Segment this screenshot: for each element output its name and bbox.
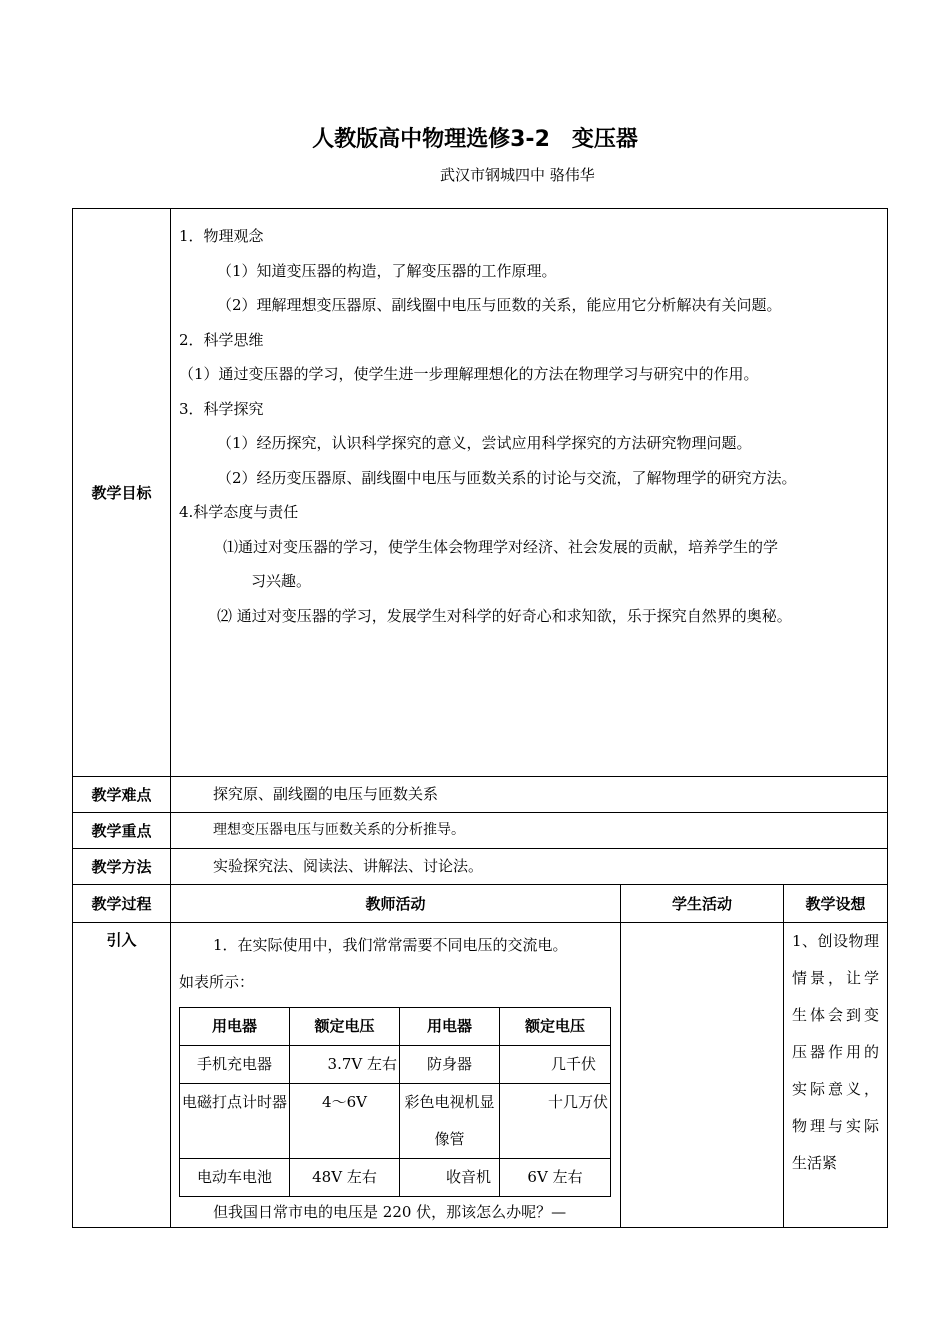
voltage-table-header-cell: 用电器 [400, 1008, 500, 1046]
author-line: 武汉市钢城四中 骆伟华 [440, 166, 595, 184]
objectives-label: 教学目标 [73, 209, 171, 777]
difficulty-label: 教学难点 [73, 777, 171, 813]
voltage-table-header-cell: 额定电压 [500, 1008, 611, 1046]
objectives-row [73, 209, 888, 777]
objective-item-cont: 习兴趣。 [251, 572, 312, 590]
voltage-cell: 4～6V [290, 1084, 400, 1159]
objective-heading: 2．科学思维 [179, 330, 264, 349]
intro-label: 引入 [73, 923, 171, 1228]
voltage-table-header [180, 1008, 611, 1046]
voltage-table [179, 1007, 611, 1197]
voltage-table-header-cell: 用电器 [180, 1008, 290, 1046]
key-point-text: 理想变压器电压与匝数关系的分析推导。 [171, 813, 888, 849]
device-cell: 手机充电器 [180, 1046, 290, 1084]
device-cell: 电磁打点计时器 [180, 1084, 290, 1159]
method-row [73, 849, 888, 885]
voltage-cell: 6V 左右 [500, 1159, 611, 1197]
device-cell: 防身器 [400, 1046, 500, 1084]
intro-student-cell [621, 923, 784, 1228]
method-label: 教学方法 [73, 849, 171, 885]
voltage-cell: 3.7V 左右 [290, 1046, 400, 1084]
key-point-row [73, 813, 888, 849]
voltage-cell: 十几万伏 [500, 1084, 611, 1159]
lesson-plan-table [72, 208, 888, 1228]
objective-item: （1）知道变压器的构造，了解变压器的工作原理。 [217, 261, 557, 280]
voltage-cell: 48V 左右 [290, 1159, 400, 1197]
objective-item: ⑴通过对变压器的学习，使学生体会物理学对经济、社会发展的贡献，培养学生的学 [223, 537, 779, 556]
voltage-table-header-cell: 额定电压 [290, 1008, 400, 1046]
method-text: 实验探究法、阅读法、讲解法、讨论法。 [171, 849, 888, 885]
process-header-row [73, 885, 888, 923]
device-cell: 电动车电池 [180, 1159, 290, 1197]
intro-row [73, 923, 888, 1228]
page-title: 人教版高中物理选修3-2 变压器 [312, 127, 638, 152]
objective-item: （1）通过变压器的学习，使学生进一步理解理想化的方法在物理学习与研究中的作用。 [179, 365, 759, 383]
difficulty-row [73, 777, 888, 813]
objective-item: （1）经历探究，认识科学探究的意义，尝试应用科学探究的方法研究物理问题。 [217, 434, 752, 452]
objective-item: （2）经历变压器原、副线圈中电压与匝数关系的讨论与交流，了解物理学的研究方法。 [217, 468, 797, 487]
objective-item: （2）理解理想变压器原、副线圈中电压与匝数的关系，能应用它分析解决有关问题。 [217, 296, 782, 314]
key-point-label: 教学重点 [73, 813, 171, 849]
intro-text: 1．在实际使用中，我们常常需要不同电压的交流电。 [213, 936, 568, 954]
objective-heading: 3．科学探究 [179, 399, 264, 418]
voltage-table-row [180, 1159, 611, 1197]
intro-design-cell: 1、创设物理情景，让学生体会到变压器作用的实际意义，物理与实际生活紧 [784, 923, 888, 1228]
intro-text: 但我国日常市电的电压是 220 伏，那该怎么办呢？— [213, 1203, 567, 1221]
process-label: 教学过程 [73, 885, 171, 923]
objective-heading: 4.科学态度与责任 [179, 503, 299, 521]
objectives-content [171, 209, 888, 777]
device-cell: 彩色电视机显像管 [400, 1084, 500, 1159]
intro-text: 如表所示： [179, 973, 255, 991]
voltage-table-row [180, 1084, 611, 1159]
student-activity-header: 学生活动 [621, 885, 784, 923]
intro-teacher-cell [171, 923, 621, 1228]
voltage-table-row [180, 1046, 611, 1084]
teaching-design-header: 教学设想 [784, 885, 888, 923]
objective-heading: 1．物理观念 [179, 227, 264, 245]
teacher-activity-header: 教师活动 [171, 885, 621, 923]
voltage-cell: 几千伏 [500, 1046, 611, 1084]
difficulty-text: 探究原、副线圈的电压与匝数关系 [171, 777, 888, 813]
device-cell: 收音机 [400, 1159, 500, 1197]
objective-item: ⑵ 通过对变压器的学习，发展学生对科学的好奇心和求知欲，乐于探究自然界的奥秘。 [217, 606, 792, 625]
